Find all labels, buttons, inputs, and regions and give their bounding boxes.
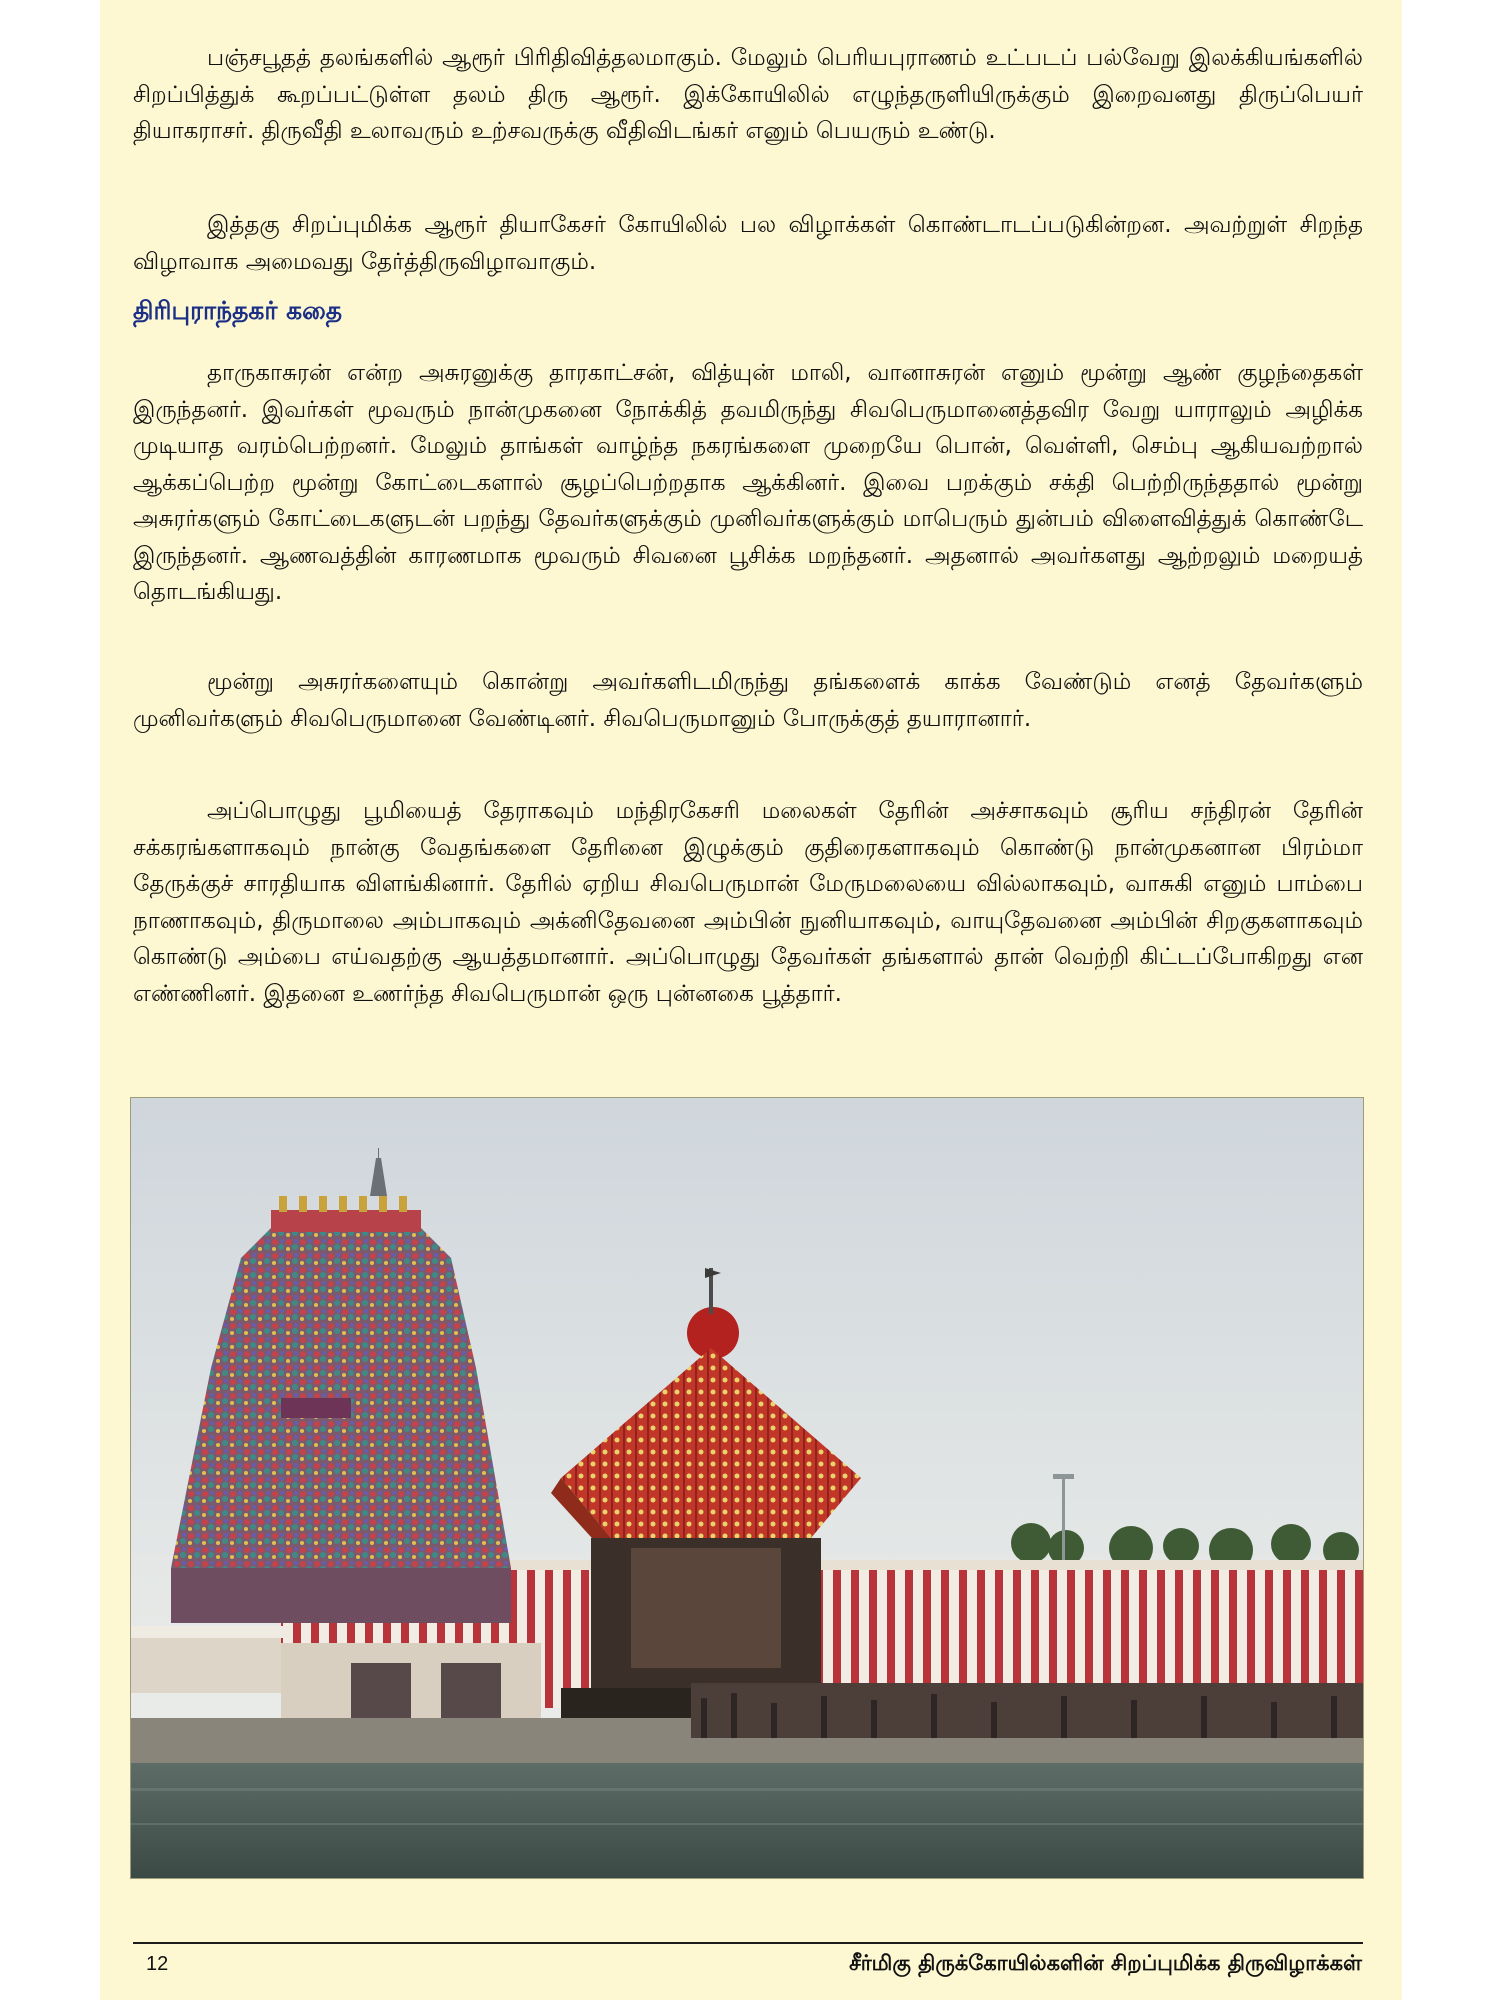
section-heading: திரிபுராந்தகர் கதை [133, 296, 343, 325]
paragraph-festivals: இத்தகு சிறப்புமிக்க ஆரூர் தியாகேசர் கோயிலில் பல விழாக்கள் கொண்டாடப்படுகின்றன. அவற்றுள் சிறந்த விழாவாக அமைவது தேர்த்திருவிழாவாகும். [133, 212, 1363, 275]
footer-rule [133, 1942, 1363, 1944]
book-title: சீர்மிகு திருக்கோயில்களின் சிறப்புமிக்க திருவிழாக்கள் [849, 1951, 1362, 1975]
temple-chariot-photo [130, 1097, 1364, 1879]
paragraph-story-asuras: தாருகாசுரன் என்ற அசுரனுக்கு தாரகாட்சன், வித்யுன் மாலி, வானாசுரன் எனும் மூன்று ஆண் குழந்தைகள் இருந்தனர். இவர்கள் மூவரும் நான்முகனை நோக்கித் தவமிருந்து சிவபெருமானைத்தவிர வேறு யாராலும் அழிக்க முடியாத வரம்பெற்றனர். மேலும் தாங்கள் வாழ்ந்த நகரங்களை முறையே பொன், வெள்ளி, செம்பு ஆகியவற்றால் ஆக்கப்பெற்ற மூன்று கோட்டைகளால் சூழப்பெற்றதாக ஆக்கினர். இவை பறக்கும் சக்தி பெற்றிருந்ததால் மூன்று அசுரர்களும் கோட்டைகளுடன் பறந்து தேவர்களுக்கும் முனிவர்களுக்கும் மாபெரும் துன்பம் விளைவித்துக் கொண்டே இருந்தனர். ஆணவத்தின் காரணமாக மூவரும் சிவனை பூசிக்க மறந்தனர். அதனால் அவர்களது ஆற்றலும் மறையத் தொடங்கியது. [133, 360, 1364, 605]
paragraph-story-chariot: அப்பொழுது பூமியைத் தேராகவும் மந்திரகேசரி மலைகள் தேரின் அச்சாகவும் சூரிய சந்திரன் தேரின் சக்கரங்களாகவும் நான்கு வேதங்களை தேரினை இழுக்கும் குதிரைகளாகவும் கொண்டு நான்முகனான பிரம்மா தேருக்குச் சாரதியாக விளங்கினார். தேரில் ஏறிய சிவபெருமான் மேருமலையை வில்லாகவும், வாசுகி எனும் பாம்பை நாணாகவும், திருமாலை அம்பாகவும் அக்னிதேவனை அம்பின் நுனியாகவும், வாயுதேவனை அம்பின் சிறகுகளாகவும் கொண்டு அம்பை எய்வதற்கு ஆயத்தமானார். அப்பொழுது தேவர்கள் தங்களால் தான் வெற்றி கிட்டப்போகிறது என எண்ணினர். இதனை உணர்ந்த சிவபெருமான் ஒரு புன்னகை பூத்தார். [133, 798, 1363, 1007]
paragraph-intro: பஞ்சபூதத் தலங்களில் ஆரூர் பிரிதிவித்தலமாகும். மேலும் பெரியபுராணம் உட்படப் பல்வேறு இலக்கியங்களில் சிறப்பித்துக் கூறப்பட்டுள்ள தலம் திரு ஆரூர். இக்கோயிலில் எழுந்தருளியிருக்கும் இறைவனது திருப்பெயர் தியாகராசர். திருவீதி உலாவரும் உற்சவருக்கு வீதிவிடங்கர் எனும் பெயரும் உண்டு. [133, 45, 1363, 144]
temple-tank-water [131, 1763, 1363, 1878]
paragraph-story-prayer: மூன்று அசுரர்களையும் கொன்று அவர்களிடமிருந்து தங்களைக் காக்க வேண்டும் எனத் தேவர்களும் முனிவர்களும் சிவபெருமானை வேண்டினர். சிவபெருமானும் போருக்குத் தயாரானார். [133, 669, 1363, 732]
page-number: 12 [146, 1953, 169, 1975]
